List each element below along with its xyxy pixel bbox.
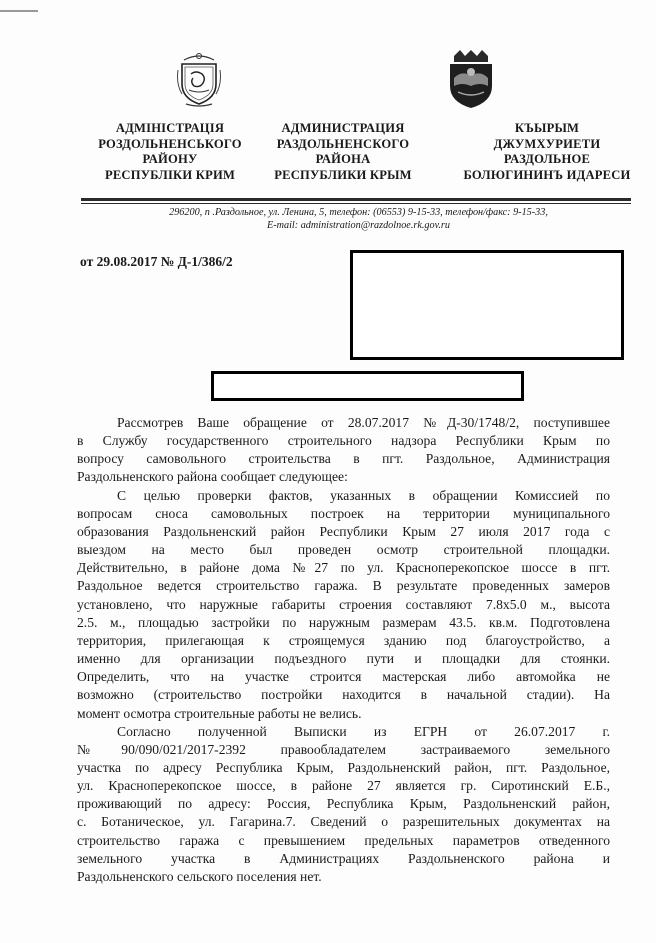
crimea-coat-of-arms-icon: [176, 50, 222, 108]
contact-email: E-mail: administration@razdolnoe.rk.gov.ru: [267, 219, 450, 231]
body-line: вопросам сноса самовольных построек на территории муниципального: [77, 505, 610, 521]
body-line: Раздольненского сельского поселения нет.: [77, 868, 322, 884]
header-line: РАЗДОЛЬНЕНСКОГО: [276, 136, 410, 151]
body-line: Действительно, в районе дома №27 по ул. Красноперекопское шоссе в пгт.: [77, 560, 610, 576]
header-line: РАЙОНУ: [142, 152, 198, 166]
header-line: РЕСПУБЛИКИ КРЫМ: [274, 167, 412, 182]
body-line: Согласно полученной Выписки из ЕГРН от 26.07.2017 г.: [117, 723, 610, 739]
body-line: ул. Красноперекопское шоссе, в районе 27 является гр. Сиротинский Е.Б.,: [77, 778, 610, 794]
body-line: установлено, что наружные габариты строения составляют 7.8х5.0 м., высота: [77, 596, 610, 612]
redacted-address-line: [211, 371, 524, 401]
body-line: вопросу самовольного строительства в пгт. Раздольное, Администрация: [77, 451, 610, 467]
header-line: РАЗДОЛЬНОЕ: [503, 152, 591, 166]
body-line: Рассмотрев Ваше обращение от 28.07.2017 №Д-30/1748/2, поступившее: [117, 415, 610, 430]
contact-address-phone: 296200, п .Раздольное, ул. Ленина, 5, телефон: (06553) 9-15-33, телефон/факс: 9-15-33,: [169, 207, 548, 218]
body-line: момент осмотра строительные работы не велись.: [77, 705, 362, 721]
header-crimean-tatar: [452, 121, 642, 183]
scan-mark: [0, 10, 38, 12]
body-line: в Службу государственного строительного надзора Республики Крым по: [77, 433, 610, 449]
body-line: 2.5. м., площадью застройки по наружным размерам 43.5. кв.м. Подготовлена: [77, 614, 610, 630]
header-line: РАЙОНА: [315, 152, 371, 166]
header-divider-thick: [81, 198, 631, 201]
body-line: с. Ботаническое, ул. Гагарина.7. Сведений о разрешительных документах на: [77, 814, 610, 830]
header-divider-thin: [81, 203, 631, 204]
header-line: АДМІНІСТРАЦІЯ: [115, 121, 225, 135]
body-line: территория, прилегающая к строящемуся зданию под благоустройство, а: [77, 632, 610, 648]
body-line: образования Раздольненский район Республики Крым 27 июля 2017 года с: [77, 523, 610, 539]
contact-info: [81, 207, 636, 232]
document-number: от 29.08.2017 № Д-1/386/2: [80, 254, 233, 269]
header-russian: [248, 121, 438, 183]
body-line: С целью проверки фактов, указанных в обращении Комиссией по: [117, 487, 610, 503]
body-line: Определить, что на участке строится мастерская либо автомойка не: [77, 669, 610, 685]
header-line: РЕСПУБЛІКИ КРИМ: [104, 167, 236, 182]
body-line: именно для организации подъездного пути и площадки для стоянки.: [77, 651, 610, 667]
razdolnoe-district-emblem-icon: [444, 48, 498, 110]
body-line: проживающий по адресу: Россия, Республика Крым, Раздольненский район,: [77, 796, 610, 812]
header-line: БОЛЮГИНИНЪ ИДАРЕСИ: [463, 167, 631, 182]
body-line: Раздольненского района сообщает следующее:: [77, 469, 348, 485]
body-line: земельного участка в Администрациях Раздольненского района и: [77, 850, 610, 866]
header-ukrainian: [75, 121, 265, 183]
letter-body: [77, 414, 610, 886]
redacted-recipient-block: [350, 250, 624, 360]
header-line: РОЗДОЛЬНЕНСЬКОГО: [98, 136, 242, 151]
body-line: возможно (строительство постройки находится в начальной стадии). На: [77, 687, 610, 703]
body-line: Раздольное ведется строительство гаража. В результате проведенных замеров: [77, 578, 610, 594]
body-line: участка по адресу Республика Крым, Раздольненский район, пгт. Раздольное,: [77, 759, 610, 775]
header-line: ДЖУМХУРИЕТИ: [493, 136, 601, 151]
body-line: №90/090/021/2017-2392 правообладателем застраиваемого земельного: [77, 741, 610, 757]
header-line: КЪЫРЫМ: [514, 121, 580, 135]
body-line: строительство гаража с превышением предельных параметров отведенного: [77, 832, 610, 848]
header-line: АДМИНИСТРАЦИЯ: [281, 121, 405, 135]
body-line: выездом на место был проведен осмотр строительной площадки.: [77, 542, 610, 558]
